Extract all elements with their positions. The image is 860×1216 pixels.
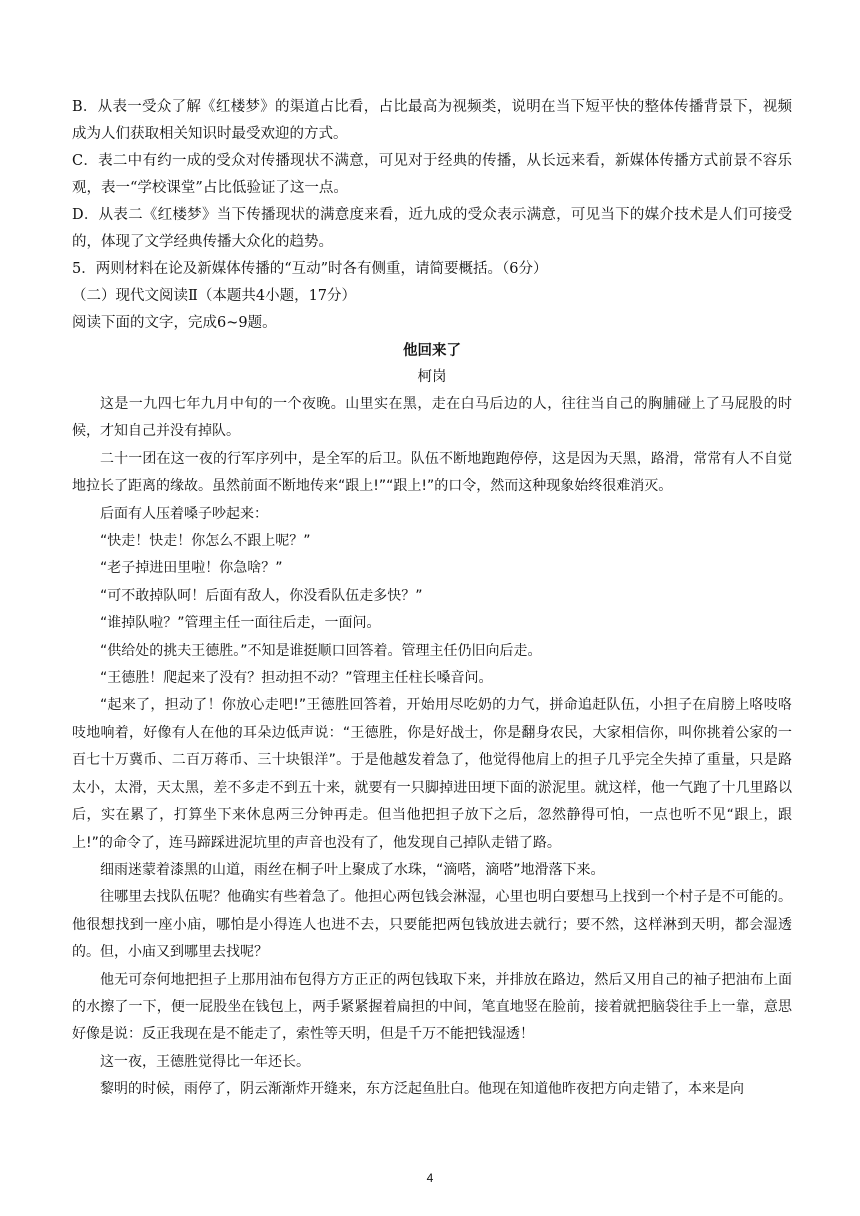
story-author: 柯岗 bbox=[417, 369, 447, 385]
story-paragraph: “王德胜！爬起来了没有？担动担不动？”管理主任柱长嗓音问。 bbox=[100, 670, 493, 687]
story-paragraph: 后面有人压着嗓子吵起来： bbox=[100, 505, 268, 522]
story-paragraph: 他无可奈何地把担子上那用油布包得方方正正的两包钱取下来，并排放在路边，然后又用自己的袖子把油布上面的水擦了一下，便一屁股坐在钱包上，两手紧紧握着扁担的中间，笔直地竖在脸前，接着就把脑袋往手上一靠，意思好像是说：反正我现在是不能走了，索性等天明，但是千万不能把钱湿透！ bbox=[72, 971, 792, 1043]
story-paragraph: “供给处的挑夫王德胜。”不知是谁挺顺口回答着。管理主任仍旧向后走。 bbox=[100, 642, 542, 659]
story-paragraph: “起来了，担动了！你放心走吧!”王德胜回答着，开始用尽吃奶的力气，拼命追赶队伍，小担子在肩膀上咯吱咯吱地响着，好像有人在他的耳朵边低声说：“王德胜，你是好战士，你是翻身农民，大家相信你，叫你挑着公家的一百七十万冀币、二百万蒋币、三十块银洋”。于是他越发着急了，他觉得他肩上的担子几乎完全失掉了重量，只是路太小，太滑，天太黑，差不多走不到五十来，就要有一只脚掉进田埂下面的淤泥里。就这样，他一气跑了十几里路以后，实在累了，打算坐下来休息两三分钟再走。但当他把担子放下之后，忽然静得可怕，一点也听不见“跟上，跟上!”的命令了，连马蹄踩进泥坑里的声音也没有了，他发现自己掉队走错了路。 bbox=[72, 697, 792, 851]
page-number: 4 bbox=[426, 1171, 434, 1185]
story-paragraph: “谁掉队啦？”管理主任一面往后走，一面问。 bbox=[100, 615, 381, 632]
question-5: 5．两则材料在论及新媒体传播的“互动”时各有侧重，请简要概括。（6分） bbox=[72, 261, 548, 277]
story-paragraph: 这是一九四七年九月中旬的一个夜晚。山里实在黑，走在白马后边的人，往往当自己的胸脯碰上了马屁股的时候，才知自己并没有掉队。 bbox=[72, 396, 792, 440]
story-paragraph: 细雨迷蒙着漆黑的山道，雨丝在桐子叶上聚成了水珠，“滴嗒，滴嗒”地滑落下来。 bbox=[100, 861, 605, 878]
story-paragraph: “可不敢掉队呵！后面有敌人，你没看队伍走多快？” bbox=[100, 587, 423, 604]
story-paragraph: 往哪里去找队伍呢？他确实有些着急了。他担心两包钱会淋湿，心里也明白要想马上找到一个村子是不可能的。他很想找到一座小庙，哪怕是小得连人也进不去，只要能把两包钱放进去就行；要不然，这样淋到天明，都会湿透的。但，小庙又到哪里去找呢？ bbox=[72, 889, 792, 961]
reading-instruction: 阅读下面的文字，完成6~9题。 bbox=[72, 315, 277, 331]
option-d: D．从表二《红楼梦》当下传播现状的满意度来看，近九成的受众表示满意，可见当下的媒介技术是人们可接受的，体现了文学经典传播大众化的趋势。 bbox=[72, 207, 792, 250]
option-b: B．从表一受众了解《红楼梦》的渠道占比看，占比最高为视频类，说明在当下短平快的整体传播背景下，视频成为人们获取相关知识时最受欢迎的方式。 bbox=[72, 99, 792, 142]
story-paragraph: 二十一团在这一夜的行军序列中，是全军的后卫。队伍不断地跑跑停停，这是因为天黑，路滑，常常有人不自觉地拉长了距离的缘故。虽然前面不断地传来“跟上!”“跟上!”的口令，然而这种现象始终很难消灭。 bbox=[72, 450, 792, 495]
option-c: C．表二中有约一成的受众对传播现状不满意，可见对于经典的传播，从长远来看，新媒体传播方式前景不容乐观，表一“学校课堂”占比低验证了这一点。 bbox=[72, 153, 792, 196]
story-paragraph: “老子掉进田里啦！你急啥？” bbox=[100, 560, 283, 577]
story-paragraph: 这一夜，王德胜觉得比一年还长。 bbox=[100, 1053, 310, 1070]
section-heading: （二）现代文阅读Ⅱ（本题共4小题，17分） bbox=[72, 288, 357, 304]
story-title: 他回来了 bbox=[403, 342, 461, 359]
page-content bbox=[72, 94, 792, 1104]
story-paragraph: “快走！快走！你怎么不跟上呢？” bbox=[100, 533, 311, 550]
story-paragraph: 黎明的时候，雨停了，阴云渐渐炸开缝来，东方泛起鱼肚白。他现在知道他昨夜把方向走错了，本来是向 bbox=[100, 1081, 744, 1098]
